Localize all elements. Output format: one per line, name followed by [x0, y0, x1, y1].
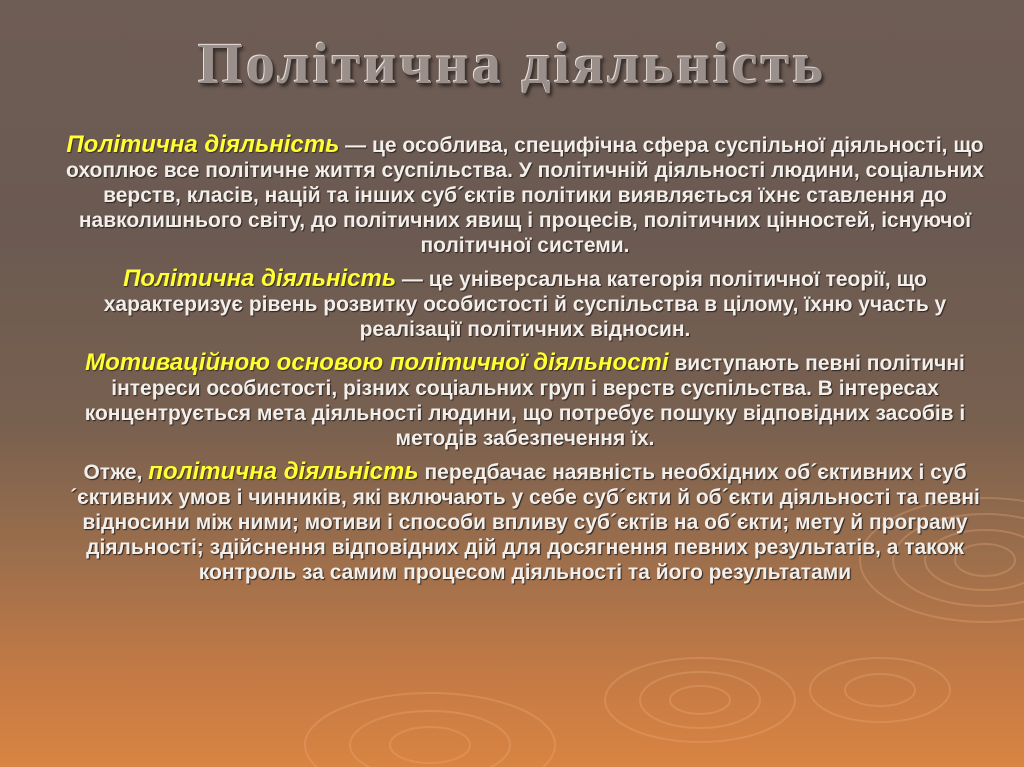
paragraph-text: — це особлива, специфічна сфера суспільної діяльності, що охоплює все політичне життя суспільства. У політичній діяльності людини, соціальних верств, класів, націй та інших суб´єктів політики виявляється їхнє ставлення до навколишнього світу, до політичних явищ і процесів, політичних цінностей, існуючої політичної системи.: [66, 134, 984, 257]
paragraph-text: — це універсальна категорія політичної теорії, що характеризує рівень розвитку особистості й суспільства в цілому, їхню участь у реалізації політичних відносин.: [103, 268, 947, 341]
highlight-term: Мотиваційною основою політичної діяльності: [85, 349, 669, 376]
highlight-term: Політична діяльність: [66, 131, 340, 158]
highlight-term: Політична діяльність: [123, 265, 397, 292]
slide-body: [60, 132, 990, 593]
paragraph-prefix: Отже,: [83, 461, 149, 484]
slide-title: Політична діяльність: [197, 31, 827, 96]
paragraph-text: передбачає наявність необхідних об´єктивних і суб´єктивних умов і чинників, які включають у себе суб´єкти й об´єкти діяльності та певні відносини між ними; мотиви і способи впливу суб´єктів на об´єкти; мету й програму діяльності; здійснення відповідних дій для досягнення певних результатів, а також контроль за самим процесом діяльності та його результатами: [70, 461, 980, 584]
paragraph-motivation: [60, 350, 990, 451]
paragraph-conclusion: [60, 459, 990, 585]
paragraph-text: виступають певні політичні інтереси особистості, різних соціальних груп і верств суспільства. В інтересах концентрується мета діяльності людини, що потребує пошуку відповідних засобів і методів забезпечення їх.: [84, 352, 966, 450]
highlight-term: політична діяльність: [148, 458, 419, 485]
paragraph-definition-2: [60, 266, 990, 342]
paragraph-definition-1: [60, 132, 990, 258]
